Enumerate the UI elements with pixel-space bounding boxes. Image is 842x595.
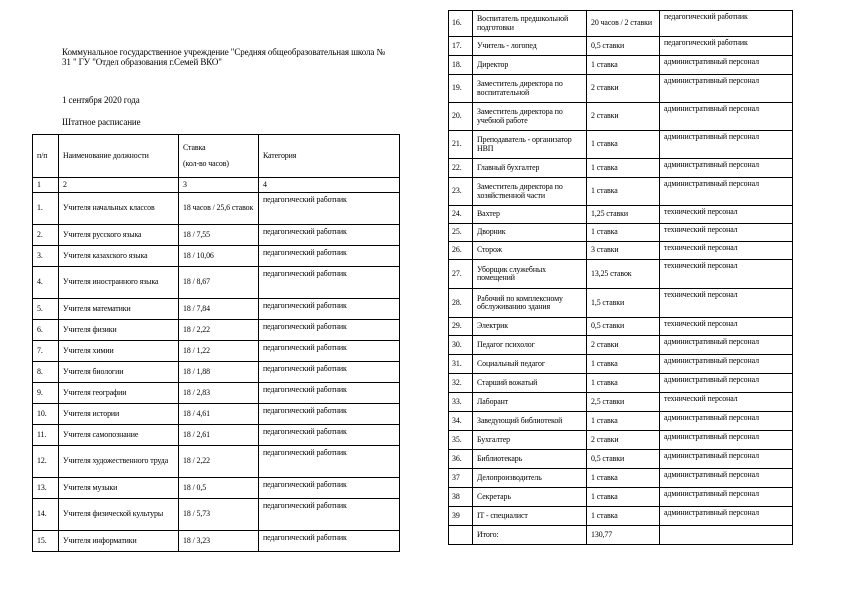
rate-cell: 18 / 1,88 [179, 362, 259, 383]
table-row [33, 225, 400, 246]
staff-table-left [32, 134, 400, 552]
blank-cell [660, 526, 793, 545]
position-cell: Учителя биологии [59, 362, 179, 383]
colnum-2: 2 [59, 178, 179, 193]
row-number: 32. [449, 374, 473, 393]
row-number: 5. [33, 299, 59, 320]
row-number: 30. [449, 336, 473, 355]
row-number: 12. [33, 446, 59, 478]
table-row [449, 11, 793, 37]
table-row [33, 193, 400, 225]
table-row [449, 103, 793, 131]
row-number: 18. [449, 56, 473, 75]
row-number: 1. [33, 193, 59, 225]
category-cell: административный персонал [660, 336, 793, 355]
header-position: Наименование должности [59, 135, 179, 178]
category-cell: педагогический работник [660, 11, 793, 37]
rate-cell: 0,5 ставки [587, 450, 660, 469]
category-cell: педагогический работник [259, 425, 400, 446]
row-number: 19. [449, 75, 473, 103]
table-row [449, 450, 793, 469]
table-row [449, 242, 793, 260]
rate-cell: 18 / 0,5 [179, 478, 259, 499]
header-rate-line1: Ставка [183, 142, 206, 152]
position-cell: Делопроизводитель [473, 469, 587, 488]
table-row [449, 224, 793, 242]
position-cell: Учителя физической культуры [59, 499, 179, 531]
category-cell: административный персонал [660, 431, 793, 450]
rate-cell: 18 / 7,55 [179, 225, 259, 246]
row-number: 15. [33, 531, 59, 552]
position-cell: IT - специалист [473, 507, 587, 526]
position-cell: Учителя физики [59, 320, 179, 341]
row-number: 39 [449, 507, 473, 526]
position-cell: Заместитель директора по воспитательной [473, 75, 587, 103]
row-number: 16. [449, 11, 473, 37]
rate-cell: 2 ставки [587, 336, 660, 355]
rate-cell: 18 / 1,22 [179, 341, 259, 362]
category-cell: педагогический работник [259, 267, 400, 299]
rate-cell: 3 ставки [587, 242, 660, 260]
row-number: 17. [449, 37, 473, 56]
position-cell: Учителя информатики [59, 531, 179, 552]
position-cell: Сторож [473, 242, 587, 260]
table-row [33, 320, 400, 341]
row-number: 23. [449, 178, 473, 206]
row-number: 7. [33, 341, 59, 362]
row-number: 27. [449, 260, 473, 289]
category-cell: технический персонал [660, 393, 793, 412]
position-cell: Заместитель директора по хозяйственной части [473, 178, 587, 206]
table-row [33, 267, 400, 299]
column-numbers-row [33, 178, 400, 193]
position-cell: Учителя химии [59, 341, 179, 362]
position-cell: Учителя художественного труда [59, 446, 179, 478]
row-number: 4. [33, 267, 59, 299]
rate-cell: 1 ставка [587, 412, 660, 431]
blank-cell [449, 526, 473, 545]
table-row [33, 383, 400, 404]
category-cell: административный персонал [660, 450, 793, 469]
rate-cell: 18 часов / 25,6 ставок [179, 193, 259, 225]
category-cell: педагогический работник [259, 225, 400, 246]
category-cell: технический персонал [660, 224, 793, 242]
category-cell: административный персонал [660, 56, 793, 75]
category-cell: административный персонал [660, 374, 793, 393]
category-cell: педагогический работник [259, 478, 400, 499]
row-number: 24. [449, 206, 473, 224]
position-cell: Учителя самопознание [59, 425, 179, 446]
category-cell: технический персонал [660, 206, 793, 224]
row-number: 11. [33, 425, 59, 446]
position-cell: Воспитатель предшкольной подготовки [473, 11, 587, 37]
rate-cell: 18 / 5,73 [179, 499, 259, 531]
rate-cell: 18 / 4,61 [179, 404, 259, 425]
position-cell: Учителя музыки [59, 478, 179, 499]
rate-cell: 0,5 ставки [587, 37, 660, 56]
category-cell: административный персонал [660, 355, 793, 374]
table-row [449, 131, 793, 159]
rate-cell: 1 ставка [587, 178, 660, 206]
rate-cell: 20 часов / 2 ставки [587, 11, 660, 37]
rate-cell: 2 ставки [587, 75, 660, 103]
category-cell: педагогический работник [259, 362, 400, 383]
row-number: 13. [33, 478, 59, 499]
category-cell: административный персонал [660, 103, 793, 131]
row-number: 9. [33, 383, 59, 404]
table-row [449, 178, 793, 206]
rate-cell: 2 ставки [587, 103, 660, 131]
row-number: 6. [33, 320, 59, 341]
rate-cell: 18 / 3,23 [179, 531, 259, 552]
position-cell: Педагог психолог [473, 336, 587, 355]
rate-cell: 1 ставка [587, 56, 660, 75]
header-category: Категория [259, 135, 400, 178]
position-cell: Дворник [473, 224, 587, 242]
position-cell: Вахтер [473, 206, 587, 224]
table-row [449, 469, 793, 488]
colnum-3: 3 [179, 178, 259, 193]
table-row [449, 75, 793, 103]
row-number: 14. [33, 499, 59, 531]
category-cell: административный персонал [660, 469, 793, 488]
row-number: 36. [449, 450, 473, 469]
position-cell: Учителя казахского языка [59, 246, 179, 267]
category-cell: административный персонал [660, 159, 793, 178]
table-row [449, 206, 793, 224]
table-row [33, 362, 400, 383]
row-number: 38 [449, 488, 473, 507]
document-title: Штатное расписание [62, 117, 141, 127]
document-date: 1 сентября 2020 года [62, 95, 140, 105]
table-row [449, 260, 793, 289]
position-cell: Бухгалтер [473, 431, 587, 450]
category-cell: педагогический работник [259, 499, 400, 531]
rate-cell: 1 ставка [587, 224, 660, 242]
category-cell: педагогический работник [259, 531, 400, 552]
position-cell: Учителя иностранного языка [59, 267, 179, 299]
category-cell: педагогический работник [660, 37, 793, 56]
rate-cell: 1 ставка [587, 469, 660, 488]
position-cell: Учителя истории [59, 404, 179, 425]
rate-cell: 1,25 ставки [587, 206, 660, 224]
table-row [449, 507, 793, 526]
position-cell: Уборщик служебных помещений [473, 260, 587, 289]
table-row [33, 246, 400, 267]
table-row [33, 499, 400, 531]
row-number: 3. [33, 246, 59, 267]
table-row [449, 488, 793, 507]
table-row [33, 341, 400, 362]
header-rate-line2: (кол-во часов) [183, 159, 229, 168]
rate-cell: 1,5 ставки [587, 289, 660, 318]
category-cell: административный персонал [660, 507, 793, 526]
category-cell: технический персонал [660, 318, 793, 336]
category-cell: педагогический работник [259, 341, 400, 362]
category-cell: административный персонал [660, 75, 793, 103]
category-cell: педагогический работник [259, 383, 400, 404]
rate-cell: 18 / 8,67 [179, 267, 259, 299]
rate-cell: 18 / 2,22 [179, 320, 259, 341]
row-number: 28. [449, 289, 473, 318]
position-cell: Заместитель директора по учебной работе [473, 103, 587, 131]
row-number: 31. [449, 355, 473, 374]
category-cell: технический персонал [660, 260, 793, 289]
rate-cell: 1 ставка [587, 159, 660, 178]
row-number: 20. [449, 103, 473, 131]
row-number: 25. [449, 224, 473, 242]
row-number: 8. [33, 362, 59, 383]
table-row [449, 374, 793, 393]
position-cell: Преподаватель - организатор НВП [473, 131, 587, 159]
category-cell: педагогический работник [259, 246, 400, 267]
table-row [449, 431, 793, 450]
table-row [449, 37, 793, 56]
position-cell: Старший вожатый [473, 374, 587, 393]
rate-cell: 18 / 2,22 [179, 446, 259, 478]
staff-table-right [448, 10, 793, 545]
position-cell: Учителя начальных классов [59, 193, 179, 225]
row-number: 21. [449, 131, 473, 159]
total-label: Итого: [473, 526, 587, 545]
category-cell: педагогический работник [259, 320, 400, 341]
position-cell: Учителя математики [59, 299, 179, 320]
row-number: 2. [33, 225, 59, 246]
rate-cell: 18 / 2,61 [179, 425, 259, 446]
table-row [449, 393, 793, 412]
total-value: 130,77 [587, 526, 660, 545]
position-cell: Социальный педагог [473, 355, 587, 374]
row-number: 26. [449, 242, 473, 260]
table-row [33, 299, 400, 320]
category-cell: административный персонал [660, 412, 793, 431]
table-row [449, 336, 793, 355]
rate-cell: 1 ставка [587, 507, 660, 526]
rate-cell: 1 ставка [587, 355, 660, 374]
category-cell: педагогический работник [259, 446, 400, 478]
position-cell: Учителя географии [59, 383, 179, 404]
rate-cell: 1 ставка [587, 488, 660, 507]
category-cell: административный персонал [660, 178, 793, 206]
rate-cell: 0,5 ставки [587, 318, 660, 336]
table-row [33, 478, 400, 499]
position-cell: Учитель - логопед [473, 37, 587, 56]
category-cell: технический персонал [660, 289, 793, 318]
position-cell: Заведующий библиотекой [473, 412, 587, 431]
rate-cell: 2,5 ставки [587, 393, 660, 412]
position-cell: Главный бухгалтер [473, 159, 587, 178]
table-row [33, 404, 400, 425]
header-rate [179, 135, 259, 178]
position-cell: Электрик [473, 318, 587, 336]
position-cell: Учителя русского языка [59, 225, 179, 246]
category-cell: административный персонал [660, 488, 793, 507]
table-row [449, 56, 793, 75]
category-cell: технический персонал [660, 242, 793, 260]
row-number: 34. [449, 412, 473, 431]
row-number: 22. [449, 159, 473, 178]
table-row [449, 159, 793, 178]
colnum-1: 1 [33, 178, 59, 193]
rate-cell: 18 / 7,84 [179, 299, 259, 320]
position-cell: Директор [473, 56, 587, 75]
table-row [449, 289, 793, 318]
row-number: 10. [33, 404, 59, 425]
category-cell: педагогический работник [259, 404, 400, 425]
colnum-4: 4 [259, 178, 400, 193]
row-number: 29. [449, 318, 473, 336]
total-row [449, 526, 793, 545]
position-cell: Секретарь [473, 488, 587, 507]
table-row [33, 425, 400, 446]
rate-cell: 1 ставка [587, 131, 660, 159]
organization-name: Коммунальное государственное учреждение "Средняя общеобразовательная школа № 31 " ГУ "Отдел образования г.Семей ВКО" [62, 47, 385, 67]
category-cell: педагогический работник [259, 193, 400, 225]
table-row [449, 318, 793, 336]
rate-cell: 1 ставка [587, 374, 660, 393]
header-num: п/п [33, 135, 59, 178]
table-row [449, 412, 793, 431]
category-cell: административный персонал [660, 131, 793, 159]
row-number: 35. [449, 431, 473, 450]
table-row [449, 355, 793, 374]
row-number: 37 [449, 469, 473, 488]
position-cell: Библиотекарь [473, 450, 587, 469]
table-row [33, 531, 400, 552]
rate-cell: 13,25 ставок [587, 260, 660, 289]
rate-cell: 18 / 10,06 [179, 246, 259, 267]
position-cell: Рабочий по комплексному обслуживанию здания [473, 289, 587, 318]
table-row [33, 446, 400, 478]
rate-cell: 18 / 2,83 [179, 383, 259, 404]
table-header-row [33, 135, 400, 178]
category-cell: педагогический работник [259, 299, 400, 320]
position-cell: Лаборант [473, 393, 587, 412]
row-number: 33. [449, 393, 473, 412]
rate-cell: 2 ставки [587, 431, 660, 450]
